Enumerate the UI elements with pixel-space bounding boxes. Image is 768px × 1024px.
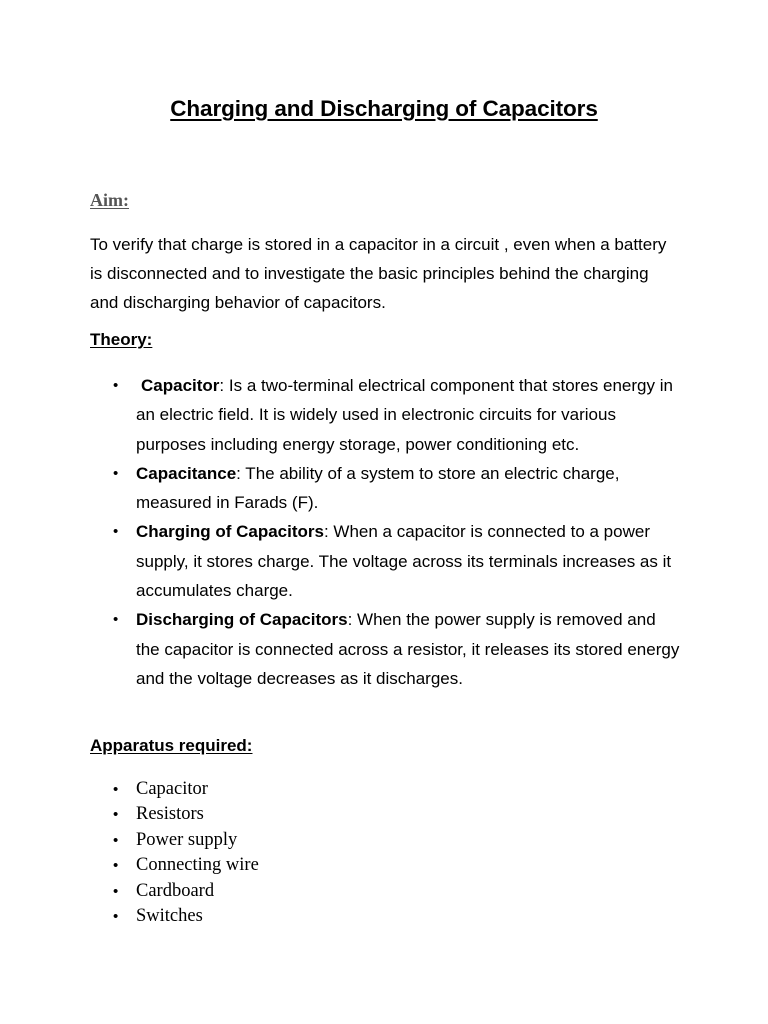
bullet-icon: • — [113, 882, 119, 900]
document-title: Charging and Discharging of Capacitors — [170, 96, 598, 121]
apparatus-item — [0, 879, 768, 904]
aim-heading: Aim: — [90, 190, 129, 210]
bullet-icon: • — [113, 857, 119, 875]
aim-text: To verify that charge is stored in a capacitor in a circuit , even when a battery is disconnected and to investigate the basic principles behind the charging and discharging behavior of capacitors. — [90, 235, 667, 312]
theory-term: Capacitance — [136, 463, 237, 483]
apparatus-item-label: Cardboard — [136, 880, 215, 901]
apparatus-item — [0, 853, 768, 878]
bullet-icon: • — [113, 377, 119, 394]
theory-description: : Is a two-terminal electrical component that stores energy in an electric field. It is widely used in electronic circuits for various purposes including energy storage, power conditioning etc. — [136, 376, 673, 454]
theory-heading: Theory: — [90, 330, 153, 349]
theory-term: Capacitor — [141, 376, 220, 395]
apparatus-item-label: Power supply — [136, 829, 238, 850]
apparatus-item-label: Capacitor — [136, 779, 208, 799]
theory-term: Discharging of Capacitors — [136, 610, 348, 630]
theory-item-discharging — [0, 605, 681, 693]
theory-term: Charging of Capacitors — [136, 522, 324, 542]
apparatus-item-label: Connecting wire — [136, 855, 259, 876]
apparatus-item — [0, 777, 768, 802]
theory-description: : The ability of a system to store an electric charge, measured in Farads (F). — [136, 463, 620, 513]
theory-item-capacitor — [0, 371, 681, 459]
bullet-icon: • — [113, 523, 119, 541]
bullet-icon: • — [113, 611, 119, 629]
apparatus-item — [0, 802, 768, 827]
apparatus-list — [0, 777, 768, 929]
theory-description: : When the power supply is removed and the capacitor is connected across a resistor, it releases its stored energy and the voltage decreases as it discharges. — [136, 610, 680, 688]
theory-list — [0, 371, 768, 693]
bullet-icon: • — [113, 781, 119, 798]
apparatus-heading: Apparatus required: — [90, 736, 253, 755]
apparatus-item-label: Resistors — [136, 804, 204, 825]
theory-item-charging — [0, 517, 681, 605]
apparatus-item-label: Switches — [136, 906, 203, 927]
theory-description: : When a capacitor is connected to a power supply, it stores charge. The voltage across its terminals increases as it accumulates charge. — [136, 522, 672, 601]
apparatus-item — [0, 828, 768, 853]
bullet-icon: • — [113, 908, 119, 926]
bullet-icon: • — [113, 831, 119, 849]
bullet-icon: • — [113, 464, 119, 482]
apparatus-item — [0, 904, 768, 929]
theory-item-capacitance — [0, 459, 681, 518]
bullet-icon: • — [113, 806, 119, 824]
